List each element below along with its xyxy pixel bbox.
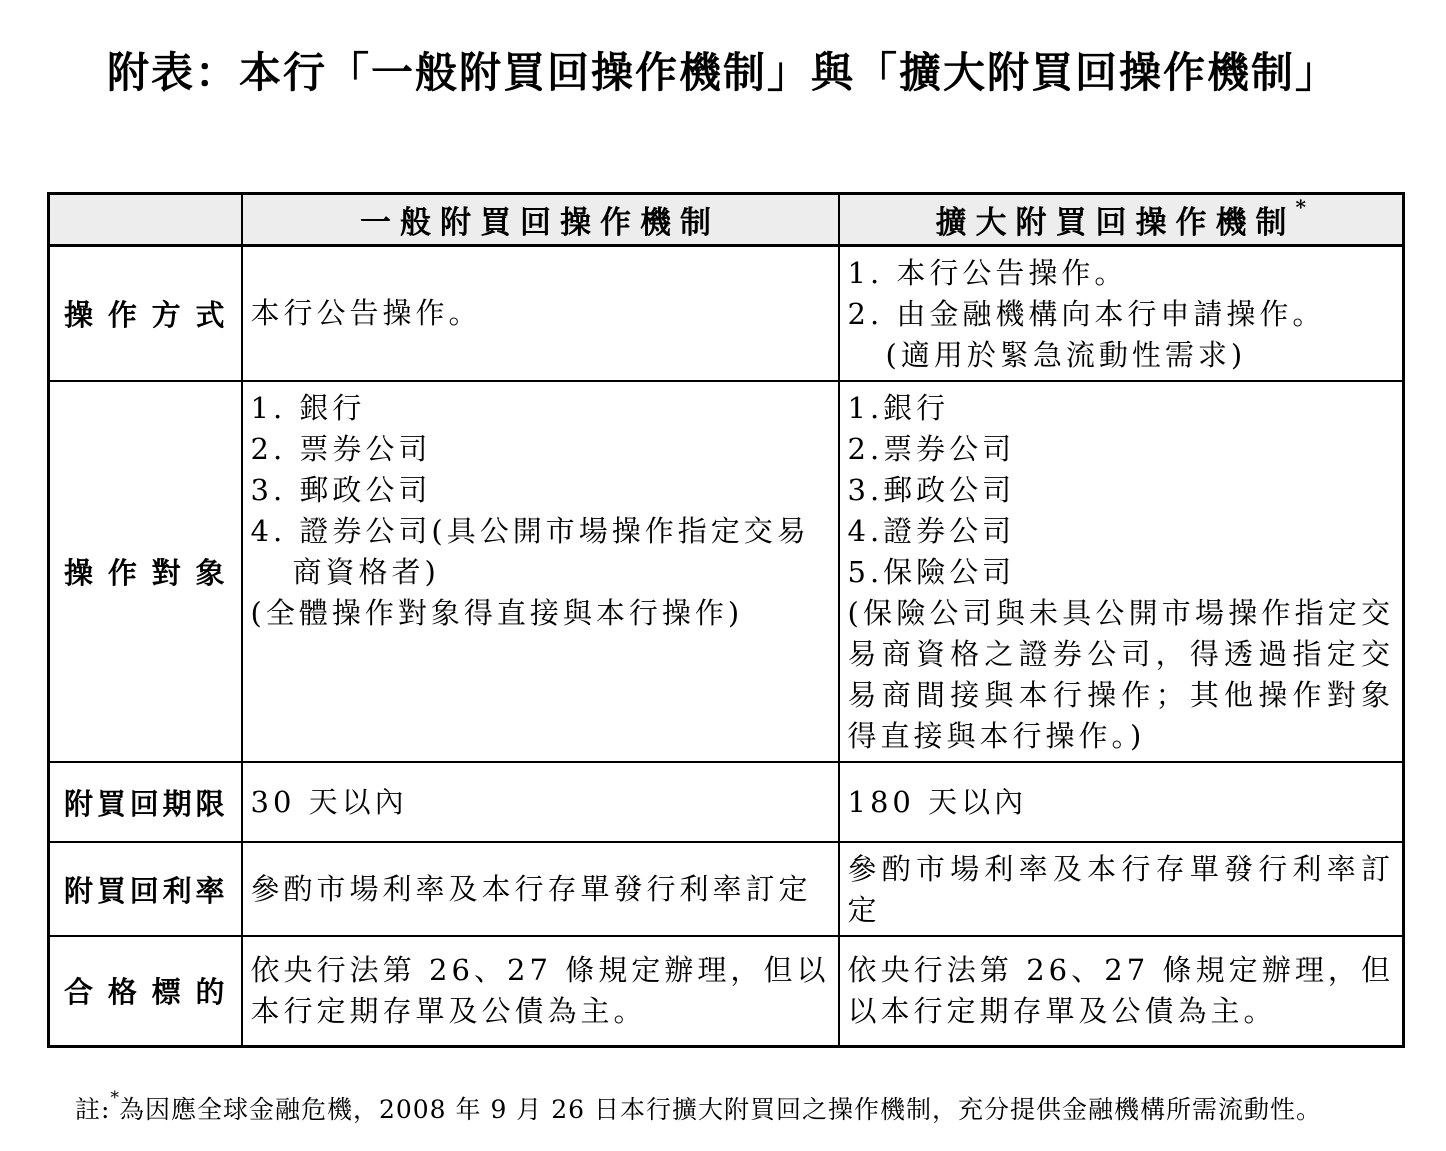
expanded-counterparties-cell <box>839 381 1404 762</box>
row-label-repo-term: 附買回期限 <box>49 762 242 842</box>
cell-line: 3. 郵政公司 <box>250 473 432 507</box>
general-counterparties-cell <box>242 381 839 762</box>
table-row-repo-term <box>49 762 1404 842</box>
cell-line: 1. 本行公告操作。 <box>847 256 1128 290</box>
cell-line: 180 天以內 <box>847 784 1028 819</box>
footnote-asterisk-marker: * <box>110 1087 119 1108</box>
expanded-eligible-collateral-cell <box>839 936 1404 1046</box>
cell-line: 2.票券公司 <box>847 432 1016 466</box>
footnote <box>75 1087 1402 1126</box>
cell-line: 5.保險公司 <box>847 555 1016 589</box>
cell-line: 依央行法第 26、27 條規定辦理，但以本行定期存單及公債為主。 <box>250 952 830 1028</box>
header-asterisk-marker: * <box>1295 195 1306 219</box>
cell-line: 2. 由金融機構向本行申請操作。 <box>847 297 1326 331</box>
table-row-operation-method <box>49 246 1404 382</box>
header-expanded-mechanism <box>839 194 1404 246</box>
table-row-eligible-collateral <box>49 936 1404 1046</box>
footnote-prefix: 註: <box>75 1094 111 1124</box>
cell-line: (全體操作對象得直接與本行操作) <box>250 596 744 630</box>
cell-line: 4. 證券公司(具公開市場操作指定交易商資格者) <box>250 514 810 589</box>
cell-line: 4.證券公司 <box>847 514 1016 548</box>
table-row-counterparties <box>49 381 1404 762</box>
expanded-repo-rate-cell <box>839 842 1404 936</box>
cell-line: 依央行法第 26、27 條規定辦理，但以本行定期存單及公債為主。 <box>847 952 1394 1028</box>
row-label-repo-rate: 附買回利率 <box>49 842 242 936</box>
cell-line: 參酌市場利率及本行存單發行利率訂定 <box>250 871 812 906</box>
cell-line: (適用於緊急流動性需求) <box>885 338 1247 372</box>
general-repo-rate-cell <box>242 842 839 936</box>
cell-line: 1. 銀行 <box>250 391 366 425</box>
header-general-mechanism: 一般附買回操作機制 <box>242 194 839 246</box>
cell-line: 本行公告操作。 <box>250 296 482 330</box>
cell-line: 1.銀行 <box>847 391 950 425</box>
row-label-operation-method: 操作方式 <box>49 246 242 382</box>
expanded-repo-term-cell <box>839 762 1404 842</box>
cell-line: 2. 票券公司 <box>250 432 432 466</box>
cell-line: 30 天以內 <box>250 784 408 819</box>
table-header-row <box>49 194 1404 246</box>
header-empty-cell <box>49 194 242 246</box>
cell-line: (保險公司與未具公開市場操作指定交易商資格之證券公司，得透過指定交易商間接與本行操作；其他操作對象得直接與本行操作。) <box>847 596 1394 753</box>
expanded-operation-method-cell <box>839 246 1404 382</box>
footnote-text: 為因應全球金融危機，2008 年 9 月 26 日本行擴大附買回之操作機制，充分提供金融機構所需流動性。 <box>118 1094 1323 1124</box>
general-repo-term-cell <box>242 762 839 842</box>
general-eligible-collateral-cell <box>242 936 839 1046</box>
general-operation-method-cell <box>242 246 839 382</box>
repo-mechanism-table <box>47 192 1405 1048</box>
cell-line: 3.郵政公司 <box>847 473 1016 507</box>
row-label-counterparties: 操作對象 <box>49 381 242 762</box>
header-expanded-label: 擴大附買回操作機制 <box>935 205 1296 241</box>
table-row-repo-rate <box>49 842 1404 936</box>
cell-line: 參酌市場利率及本行存單發行利率訂定 <box>847 852 1394 927</box>
page-title: 附表：本行「一般附買回操作機制」與「擴大附買回操作機制」 <box>106 48 1339 97</box>
row-label-eligible-collateral: 合格標的 <box>49 936 242 1046</box>
